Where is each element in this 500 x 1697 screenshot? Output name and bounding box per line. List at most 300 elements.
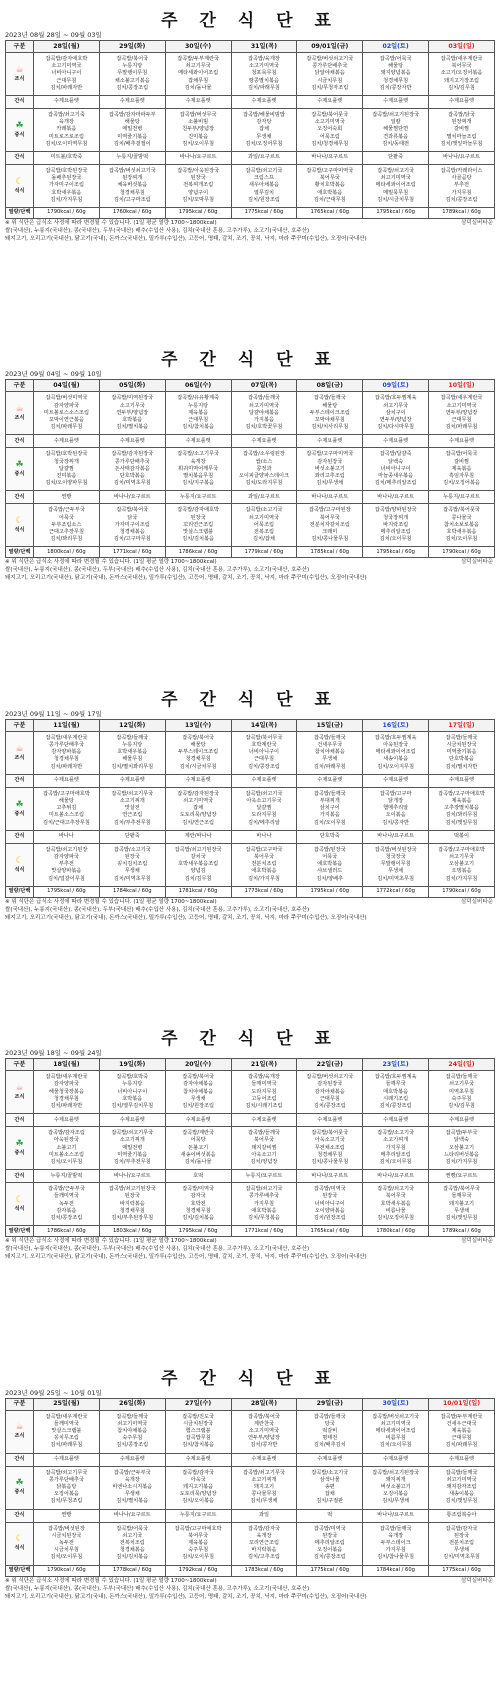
menu-item: 숙주무침	[451, 1095, 472, 1102]
menu-item: 잡곡밥/쇠고기된장국	[174, 846, 222, 853]
day-header: 05일(화)	[99, 380, 165, 392]
menu-item: 된장찌개	[451, 119, 472, 126]
lunch-row	[6, 787, 495, 830]
lunch-label-cell	[6, 448, 34, 491]
kcal-cell: 1790kcal / 60g	[429, 886, 495, 897]
breakfast-cell	[99, 392, 165, 435]
snack2-cell: 바나나/요구르트	[99, 491, 165, 504]
dinner-label-cell	[6, 1183, 34, 1226]
snack2-cell: 바나나/요구르트	[363, 491, 429, 504]
menu-item: 메타세콰이어조림	[375, 182, 416, 189]
dinner-cell	[34, 1183, 100, 1226]
breakfast-cell	[297, 392, 363, 435]
kcal-row	[6, 547, 495, 558]
snack2-cell: 단호박죽	[297, 830, 363, 843]
menu-item: 김치/콩자반	[382, 819, 410, 826]
header-row	[6, 1059, 495, 1071]
day-header: 25일(월)	[34, 1398, 100, 1410]
dinner-label: 석식	[14, 187, 25, 194]
menu-item: 가지볶음	[253, 416, 274, 423]
kcal-label: 열량/단백	[8, 209, 31, 216]
dinner-icon: ☾	[15, 1195, 24, 1206]
menu-item: 새송이버섯볶음	[180, 1151, 216, 1158]
snack2-cell: 누룽지/요구르트	[165, 1509, 231, 1522]
week-period: 2023년 09월 04일 ~ 09월 10일	[5, 370, 102, 379]
day-header: 20일(수)	[165, 1059, 231, 1071]
menu-item: 견과류볶음	[383, 133, 409, 140]
menu-item: 김치/파래자반	[50, 84, 83, 91]
dinner-cell	[34, 1522, 100, 1565]
breakfast-cell	[429, 731, 495, 774]
menu-item: 소고기미역국	[248, 63, 279, 70]
menu-item: 잡곡밥/새우계란국	[45, 1074, 88, 1081]
snack1-cell: 수제요플렛	[297, 1114, 363, 1127]
menu-item: 애호박볶음	[317, 861, 343, 868]
facility-name: 삼덕실버타운	[461, 220, 493, 226]
week-section	[5, 0, 495, 339]
menu-item: 김치/무청볶음	[248, 1214, 280, 1221]
lunch-cell	[34, 1466, 100, 1509]
lunch-cell	[231, 1466, 297, 1509]
dinner-cell	[231, 843, 297, 886]
breakfast-cell	[297, 731, 363, 774]
menu-item: 잡채	[193, 805, 204, 812]
menu-item: 육개장	[256, 1532, 272, 1539]
menu-item: 된장국	[124, 1193, 140, 1200]
menu-item: 북어무국	[253, 1137, 274, 1144]
menu-item: 김치/콩장자반	[379, 84, 412, 91]
menu-item: 오삼불고기	[449, 1144, 475, 1151]
menu-item: 너비아니구이	[314, 1200, 345, 1207]
dinner-cell	[429, 165, 495, 208]
menu-item: 잡곡밥/들깨국	[313, 790, 346, 797]
menu-item: 해물찜단면	[383, 126, 409, 133]
menu-item: 소고기찌개	[251, 1476, 277, 1483]
breakfast-icon: ☕	[15, 1422, 24, 1433]
menu-item: 된장국	[190, 514, 206, 521]
dinner-cell	[231, 1183, 297, 1226]
menu-item: 잡곡밥/들깨국	[379, 1525, 412, 1532]
menu-item: 오이피클양파스테이크	[238, 472, 290, 479]
menu-item: 김치/무생채	[382, 1498, 410, 1505]
snack2-cell: 바나나/요구르트	[99, 1509, 165, 1522]
snack2-label: 간식	[14, 1511, 25, 1518]
menu-item: 북어무국	[451, 63, 472, 70]
kcal-label: 열량/단백	[8, 888, 31, 895]
menu-item: 멸치볶음무침	[183, 472, 214, 479]
menu-item: 청경채볶음	[119, 528, 145, 535]
dinner-cell	[165, 1522, 231, 1565]
breakfast-icon: ☕	[15, 1083, 24, 1094]
kcal-cell: 1795kcal / 60g	[297, 886, 363, 897]
menu-item: 육개장	[124, 1476, 140, 1483]
menu-item: 잡곡밥/북어국	[182, 734, 215, 741]
menu-item: 김치/깻잎무침	[445, 1214, 478, 1221]
snack1-cell: 수제요플렛	[165, 1453, 231, 1466]
day-header: 29일(금)	[297, 1398, 363, 1410]
snack2-cell: 단팥죽	[363, 152, 429, 165]
menu-item: 맛살스크램블	[51, 1427, 82, 1434]
menu-item: 잡곡밥/호두찜계육	[374, 395, 417, 402]
dinner-cell	[429, 843, 495, 886]
menu-item: 잡곡밥/북어국	[116, 55, 149, 62]
kcal-cell: 1790kcal / 60g	[429, 547, 495, 558]
lunch-cell	[429, 1466, 495, 1509]
menu-item: 김치/치사리무침	[311, 424, 349, 431]
menu-item: 단호박볶음	[449, 756, 475, 763]
breakfast-cell	[34, 1410, 100, 1453]
dinner-cell	[99, 843, 165, 886]
menu-item: 호박새우볶음	[51, 189, 82, 196]
dinner-label-cell	[6, 504, 34, 547]
lunch-cell	[297, 109, 363, 152]
menu-item: 된장국	[322, 1532, 338, 1539]
dinner-cell	[34, 504, 100, 547]
menu-item: 청국장찌개	[53, 458, 79, 465]
menu-item: 청포묵무침	[251, 70, 277, 77]
lunch-cell	[34, 109, 100, 152]
menu-item: 감자탕	[256, 119, 272, 126]
menu-item: 잡곡밥/북어국	[182, 1074, 215, 1081]
dinner-icon: ☾	[15, 176, 24, 187]
snack1-cell: 수제요플렛	[165, 96, 231, 109]
menu-item: 소불비빔	[188, 119, 209, 126]
menu-item: 근대무침	[319, 1095, 340, 1102]
breakfast-cell	[231, 1071, 297, 1114]
menu-item: 콩가루단배추국	[312, 63, 348, 70]
menu-item: 청경채무침	[53, 756, 79, 763]
menu-item: 애호박볶음	[383, 1088, 409, 1095]
menu-item: 크래미	[322, 528, 338, 535]
day-header: 28일(목)	[231, 1398, 297, 1410]
snack2-cell: 계란/바나나	[165, 830, 231, 843]
menu-item: 도라지무침	[251, 1088, 277, 1095]
snack2-label: 간식	[14, 493, 25, 500]
snack2-cell: 과일/요구르트	[231, 152, 297, 165]
breakfast-cell	[231, 1410, 297, 1453]
menu-item: 잡곡밥/쇠고기무국	[111, 1130, 154, 1137]
menu-item: 김치/무청조림	[50, 1498, 83, 1505]
dinner-cell	[99, 504, 165, 547]
menu-item: 메밀묵무침	[383, 189, 409, 196]
dinner-cell	[429, 1183, 495, 1226]
lunch-cell	[231, 109, 297, 152]
breakfast-label: 조식	[14, 415, 25, 422]
snack2-cell: 미트볼/호박죽	[34, 152, 100, 165]
menu-item: 김치/파래무침	[248, 84, 280, 91]
menu-item: 잡곡밥/버섯무국	[179, 111, 217, 118]
kcal-cell: 1789kcal / 60g	[429, 1226, 495, 1237]
menu-item: 새송이볶음	[449, 1491, 475, 1498]
week-section	[5, 339, 495, 678]
lunch-label: 중식	[14, 1489, 25, 1496]
breakfast-cell	[429, 392, 495, 435]
menu-item: 감자된장국	[317, 1081, 343, 1088]
kcal-cell: 1781kcal / 60g	[165, 886, 231, 897]
menu-item: 잡곡밥/감자된장국	[111, 451, 154, 458]
menu-item: 콩가루단배추국	[48, 741, 84, 748]
menu-item: 비름나물	[385, 1207, 406, 1214]
menu-item: 김치/미역초무침	[113, 480, 151, 487]
menu-item: 김치/콩장조림	[313, 1554, 346, 1561]
breakfast-cell	[99, 53, 165, 96]
menu-item: 시금치된장국	[183, 1420, 214, 1427]
menu-item: 부추전	[58, 861, 74, 868]
day-header: 22일(금)	[297, 1059, 363, 1071]
menu-item: 감자볶음	[56, 1207, 77, 1214]
breakfast-cell	[429, 1071, 495, 1114]
header-row	[6, 380, 495, 392]
menu-item: 김치/참치볶음	[182, 1442, 215, 1449]
menu-item: 마늘종새우볶음	[378, 472, 414, 479]
menu-item: 전분치자갈치조림	[309, 521, 350, 528]
snack1-cell: 수제요플렛	[363, 435, 429, 448]
menu-item: 김치/원장조림	[248, 196, 280, 203]
menu-item: 쇠고기미역국	[446, 1476, 477, 1483]
breakfast-label-cell	[6, 392, 34, 435]
menu-item: 잡곡밥/소고기무국	[177, 451, 220, 458]
menu-item: 잡곡밥/버섯쇠고기국	[306, 55, 354, 62]
menu-item: 잡곡밥/두부계란국	[177, 55, 220, 62]
menu-item: 단호박볶음	[119, 472, 145, 479]
menu-item: 오징어볶음	[317, 1547, 343, 1554]
menu-item: 잡곡밥/북어뭇국	[443, 507, 480, 514]
snack2-label-cell	[6, 491, 34, 504]
menu-item: 잡곡밥/감자국	[182, 1469, 215, 1476]
menu-item: 잡곡밥/새우계란국	[45, 734, 88, 741]
menu-item: 호박전	[190, 1200, 206, 1207]
day-header: 28일(월)	[34, 41, 100, 53]
breakfast-cell	[231, 731, 297, 774]
menu-item: 해물탕	[124, 119, 140, 126]
menu-item: 잡곡밥/고구마애호박	[438, 790, 485, 797]
dinner-cell	[165, 165, 231, 208]
lunch-label: 중식	[14, 471, 25, 478]
dinner-row	[6, 1183, 495, 1226]
menu-item: 콩가루단배추국	[114, 458, 150, 465]
menu-item: 두부스테이크조림	[309, 409, 350, 416]
menu-item: 새우아채볶음	[248, 182, 279, 189]
menu-item: 시금치무침	[53, 1547, 79, 1554]
snack1-cell: 수제요플렛	[231, 1453, 297, 1466]
menu-item: 김치/잡채	[253, 536, 275, 543]
kcal-cell: 1786kcal / 60g	[34, 1226, 100, 1237]
snack2-cell: 단팥죽	[99, 830, 165, 843]
menu-item: 쇠고기무국	[449, 853, 475, 860]
menu-item: 너비아니구이	[248, 749, 279, 756]
lunch-cell	[363, 109, 429, 152]
menu-item: 갈치국	[190, 853, 206, 860]
origin-info-2: 돼지고기, 오리고기(국내산), 닭고기(국내), 돈까스(국내산), 밀가루(수입산), 고등어, 명태, 갈치, 조기, 꽁치, 낙지, 마라 쭈꾸미(수입산), 오징어(국내산)	[5, 1254, 367, 1261]
menu-item: 김치/파래무침	[313, 763, 346, 770]
dinner-label: 석식	[14, 527, 25, 534]
menu-item: 감자양파국	[53, 853, 79, 860]
dinner-cell	[165, 1183, 231, 1226]
menu-item: 김치/다시마무침	[377, 424, 415, 431]
dinner-row	[6, 843, 495, 886]
menu-item: 김치/콩장조림	[116, 84, 149, 91]
day-header: 07일(목)	[231, 380, 297, 392]
menu-item: 잡곡밥/쇠고기국	[377, 1186, 415, 1193]
menu-item: 잡곡밥/감자국	[445, 1525, 478, 1532]
menu-item: 아욱소고기무국	[246, 797, 282, 804]
menu-item: 진미볶음	[56, 472, 77, 479]
breakfast-label-cell	[6, 1071, 34, 1114]
menu-item: 해물탕	[322, 402, 338, 409]
snack2-row	[6, 491, 495, 504]
menu-item: 김치/깻잎무침	[445, 819, 478, 826]
snack2-label: 간식	[14, 1172, 25, 1179]
menu-item: 청경채무침	[185, 1207, 211, 1214]
kcal-cell: 1775kcal / 60g	[297, 1565, 363, 1576]
breakfast-cell	[165, 1410, 231, 1453]
breakfast-cell	[99, 1410, 165, 1453]
lunch-cell	[297, 448, 363, 491]
menu-item: 돼지고기장조림	[443, 77, 480, 84]
menu-item: 아욱된장국	[383, 741, 409, 748]
menu-item: 전복찌개조림	[183, 182, 214, 189]
menu-item: 가자미구이조림	[114, 521, 150, 528]
lunch-cell	[165, 109, 231, 152]
menu-item: 어묵조림	[319, 133, 340, 140]
menu-item: 김치/메추리알조림	[374, 480, 417, 487]
menu-item: 감자양파볶음	[51, 749, 82, 756]
menu-item: 어묵국	[322, 853, 338, 860]
menu-item: 근대무침	[451, 1435, 472, 1442]
facility-name: 삼덕실버타운	[461, 559, 493, 566]
menu-item: 김치/김무침	[448, 1102, 475, 1109]
dinner-cell	[297, 1183, 363, 1226]
snack2-cell: 누룽지/요구르트	[231, 1170, 297, 1183]
menu-item: 고추튀김	[56, 805, 77, 812]
lunch-cell	[297, 1127, 363, 1170]
snack2-cell: 떡	[297, 1509, 363, 1522]
menu-item: 무생채	[454, 1547, 470, 1554]
menu-item: 잡곡밥/소우렁된장	[243, 451, 285, 458]
menu-item: 쇠고기미역국	[117, 1420, 148, 1427]
breakfast-cell	[429, 1410, 495, 1453]
snack1-cell: 수제요플렛	[297, 774, 363, 787]
menu-item: 돼지불고기	[449, 1200, 475, 1207]
menu-item: 청국장찌개	[383, 514, 409, 521]
lunch-cell	[165, 448, 231, 491]
menu-item: 너비아니구이	[380, 465, 411, 472]
day-header: 03일(일)	[429, 41, 495, 53]
breakfast-icon: ☕	[15, 64, 24, 75]
menu-item: 김치/근대고추장무침	[42, 819, 90, 826]
menu-item: 김치/돌나물	[184, 84, 212, 91]
lunch-cell	[99, 109, 165, 152]
lunch-cell	[99, 448, 165, 491]
snack2-cell: 호떡	[165, 1170, 231, 1183]
menu-item: 돼지양념볶음	[380, 70, 411, 77]
menu-item: 달걀야채볶음	[248, 409, 279, 416]
menu-item: 잡곡밥/쇠고기된장국	[108, 1186, 156, 1193]
snack2-cell: 떡볶이	[429, 830, 495, 843]
menu-item: 잡곡밥/근두부국	[113, 1469, 151, 1476]
menu-item: 김치/부추된장무침	[111, 1214, 154, 1221]
menu-item: 감자양파국	[53, 402, 79, 409]
menu-item: 김치/오이무침	[50, 1158, 83, 1165]
menu-item: 김치/오징어볶음	[443, 480, 480, 487]
menu-item: 삼치구이	[319, 805, 340, 812]
menu-item: 김치/오이무침	[379, 1158, 412, 1165]
kcal-cell: 1783kcal / 60g	[231, 1565, 297, 1576]
day-header: 24일(일)	[429, 1059, 495, 1071]
menu-item: 김치/콩장조림	[445, 196, 478, 203]
dinner-cell	[429, 1522, 495, 1565]
day-header: 12일(화)	[99, 719, 165, 731]
menu-item: 김치/열무김치무침	[111, 1102, 154, 1109]
snack1-label: 간식	[14, 437, 25, 444]
snack1-cell: 수제요플렛	[429, 774, 495, 787]
lunch-cell	[34, 787, 100, 830]
dinner-cell	[297, 504, 363, 547]
breakfast-cell	[363, 1071, 429, 1114]
breakfast-cell	[165, 392, 231, 435]
menu-item: 북어무국	[319, 514, 340, 521]
kcal-label: 열량/단백	[8, 1566, 31, 1573]
kcal-cell: 1800kcal / 60g	[34, 547, 100, 558]
header-label: 구분	[6, 1398, 34, 1410]
menu-item: 열무김치	[253, 189, 274, 196]
menu-item: 잡곡밥/들깨국	[445, 1469, 478, 1476]
day-header: 21일(목)	[231, 1059, 297, 1071]
lunch-cell	[297, 787, 363, 830]
menu-item: 김치/콩장조림	[50, 1214, 83, 1221]
menu-item: 잡곡밥/호두찜계육	[374, 1074, 417, 1081]
snack1-cell: 수제요플렛	[363, 1453, 429, 1466]
snack2-row	[6, 1509, 495, 1522]
breakfast-cell	[363, 53, 429, 96]
kcal-cell: 1803kcal / 60g	[99, 1226, 165, 1237]
lunch-cell	[99, 1466, 165, 1509]
lunch-cell	[165, 1127, 231, 1170]
kcal-cell: 1784kcal / 60g	[99, 886, 165, 897]
kcal-cell: 1778kcal / 60g	[99, 1565, 165, 1576]
menu-item: 갈비찜	[454, 458, 470, 465]
menu-item: 메추리알조림	[314, 1539, 345, 1546]
day-header: 26일(화)	[99, 1398, 165, 1410]
day-header: 27일(수)	[165, 1398, 231, 1410]
menu-item: 청경채무침	[119, 1207, 145, 1214]
kcal-label-cell	[6, 547, 34, 558]
menu-item: 김치/돌나물	[184, 1158, 212, 1165]
menu-item: 김치/도라지무침	[245, 480, 283, 487]
kcal-label: 열량/단백	[8, 1227, 31, 1234]
menu-item: 어묵국	[58, 514, 74, 521]
facility-name: 삼덕실버타운	[461, 1238, 493, 1245]
breakfast-icon: ☕	[15, 743, 24, 754]
lunch-cell	[34, 1127, 100, 1170]
menu-item: 잡곡밥/카레라이스	[440, 167, 483, 174]
snack1-row	[6, 774, 495, 787]
menu-item: 제육볶음	[188, 1539, 209, 1546]
week-period: 2023년 08월 28일 ~ 09월 03일	[5, 31, 102, 39]
snack1-label: 간식	[14, 777, 25, 784]
header-label: 구분	[6, 1059, 34, 1071]
dinner-cell	[297, 843, 363, 886]
menu-item: 된장국	[190, 175, 206, 182]
menu-table	[5, 40, 495, 219]
menu-item: 쇠고기무국	[185, 63, 211, 70]
menu-item: 된장국	[454, 1532, 470, 1539]
menu-item: 소고기찌개	[119, 797, 145, 804]
menu-item: 미트볼소스조림	[48, 812, 84, 819]
menu-item: 잡곡밥/감자된장국	[177, 790, 220, 797]
menu-item: 콩나물국	[451, 514, 472, 521]
menu-item: 김치/콩장조림	[379, 1102, 412, 1109]
